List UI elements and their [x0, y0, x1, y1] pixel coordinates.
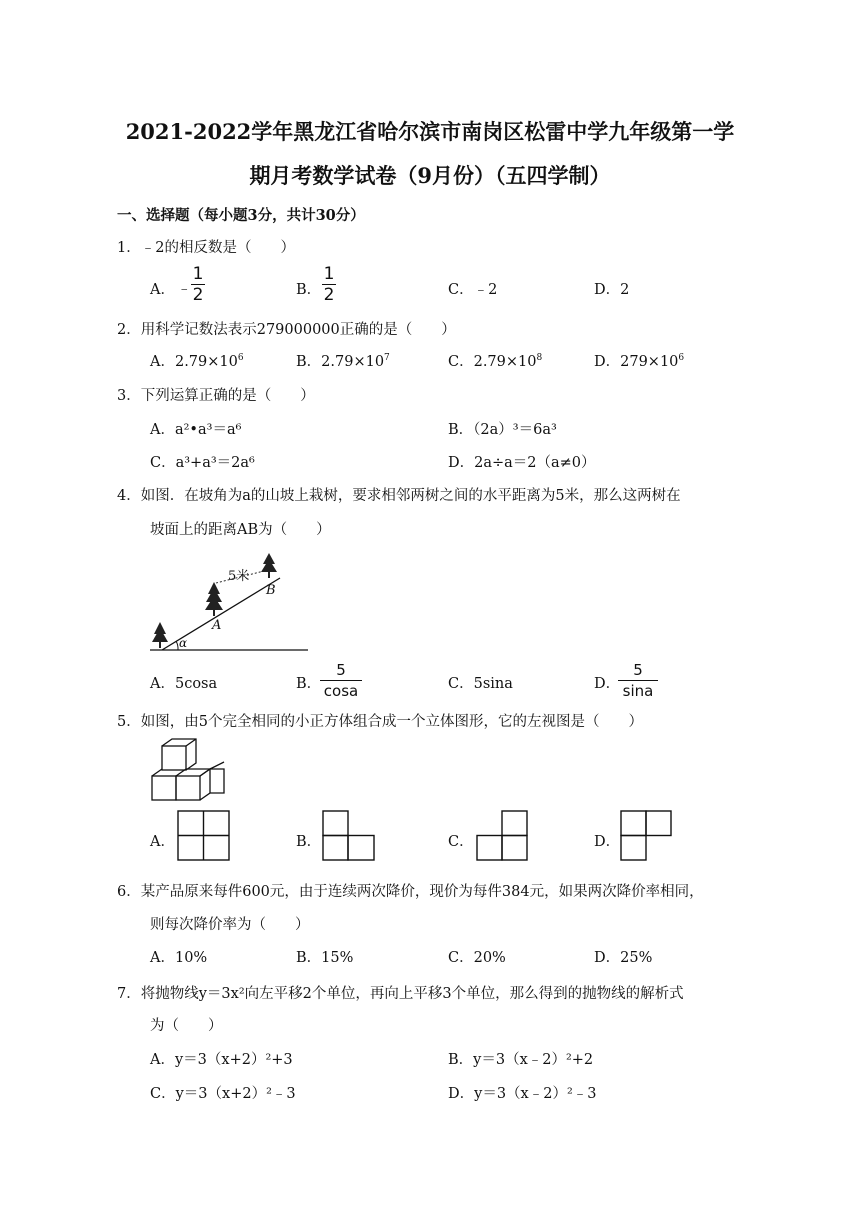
q5-option-d-label: D．	[594, 834, 621, 850]
q4-option-a: A．5cosa	[150, 676, 218, 692]
q4-option-c: C．5sina	[448, 676, 513, 692]
numerator: 5	[633, 661, 643, 679]
q6-option-c: C．20%	[448, 950, 506, 966]
q5-stem: 5．如图，由5个完全相同的小正方体组合成一个立体图形，它的左视图是（ ）	[117, 714, 643, 730]
q4-figure-distance-label: 5米	[228, 569, 250, 584]
q5-option-c-label: C．	[448, 834, 474, 850]
tree-icon	[152, 622, 168, 648]
q2-option-d: D．$279\times 10^6$	[594, 353, 685, 370]
numerator: 1	[323, 264, 335, 284]
q3-stem: 3．下列运算正确的是（ ）	[117, 388, 315, 404]
q4-option-b-label: B．	[296, 676, 322, 692]
q1-option-a-fraction	[191, 264, 205, 305]
q4-option-d-fraction	[618, 660, 658, 701]
q7-stem-line1: 7．将抛物线y＝3x²向左平移2个单位，再向上平移3个单位，那么得到的抛物线的解析式	[117, 986, 684, 1002]
q5-option-b-view	[322, 810, 376, 862]
q1-option-c: C．﹣2	[448, 282, 498, 298]
q4-stem-line2: 坡面上的距离AB为（ ）	[150, 522, 331, 538]
q4-figure-angle-alpha: α	[179, 636, 188, 650]
q5-option-a-label: A．	[150, 834, 175, 850]
q3-option-c: C．a³+a³＝2a⁶	[150, 455, 255, 471]
q7-option-a: A．y＝3（x+2）²+3	[150, 1052, 293, 1068]
q4-stem-line1: 4．如图．在坡角为a的山坡上栽树，要求相邻两树之间的水平距离为5米，那么这两树在	[117, 488, 681, 504]
q2-stem: 2．用科学记数法表示279000000正确的是（ ）	[117, 322, 456, 338]
denominator: sina	[622, 682, 654, 700]
q1-option-d: D．2	[594, 282, 630, 298]
q6-stem-line2: 则每次降价率为（ ）	[150, 917, 310, 933]
q7-option-b: B．y＝3（x﹣2）²+2	[448, 1052, 594, 1068]
denominator: 2	[192, 285, 204, 305]
q3-option-a: A．a²•a³＝a⁶	[150, 422, 242, 438]
q2-option-c: C．$2.79\times 10^8$	[448, 353, 543, 370]
numerator: 1	[192, 264, 204, 284]
numerator: 5	[336, 661, 346, 679]
section-heading: 一、选择题（每小题3分，共计30分）	[117, 207, 365, 224]
q6-option-d: D．25%	[594, 950, 653, 966]
q5-option-b-label: B．	[296, 834, 322, 850]
q7-option-d: D．y＝3（x﹣2）²﹣3	[448, 1086, 597, 1102]
q3-option-b: B．（2a）³＝6a³	[448, 422, 557, 438]
q4-figure-point-b: B	[266, 583, 276, 598]
q2-option-b: B．$2.79\times 10^7$	[296, 353, 390, 370]
exam-title-line1: 2021-2022学年黑龙江省哈尔滨市南岗区松雷中学九年级第一学	[125, 119, 735, 144]
q1-option-b-fraction	[322, 264, 336, 305]
q3-option-d: D．2a÷a＝2（a≠0）	[448, 455, 596, 471]
q1-option-b-label: B．	[296, 282, 322, 298]
denominator: 2	[323, 285, 335, 305]
exam-title-line2: 期月考数学试卷（9月份）（五四学制）	[249, 163, 611, 188]
q1-option-a-label: A．	[150, 282, 175, 298]
tree-icon	[261, 553, 277, 578]
q4-option-b-fraction	[320, 660, 362, 701]
q1-option-a-sign: ﹣	[177, 281, 192, 297]
q5-option-d-view	[620, 810, 674, 862]
q6-stem-line1: 6．某产品原来每件600元，由于连续两次降价，现价为每件384元，如果两次降价率相同，	[117, 884, 704, 900]
q5-cube-stack-figure	[150, 738, 230, 804]
q6-option-b: B．15%	[296, 950, 354, 966]
tree-icon	[205, 582, 223, 616]
q5-option-c-view	[476, 810, 530, 862]
q6-option-a: A．10%	[150, 950, 208, 966]
q4-figure-point-a: A	[212, 618, 222, 633]
q5-option-a-view	[177, 810, 231, 862]
q1-stem: 1．﹣2的相反数是（ ）	[117, 240, 295, 256]
q7-option-c: C．y＝3（x+2）²﹣3	[150, 1086, 296, 1102]
q4-option-d-label: D．	[594, 676, 621, 692]
q2-option-a: A．$2.79\times 10^6$	[150, 353, 244, 370]
q7-stem-line2: 为（ ）	[150, 1018, 223, 1034]
denominator: cosa	[323, 682, 359, 700]
